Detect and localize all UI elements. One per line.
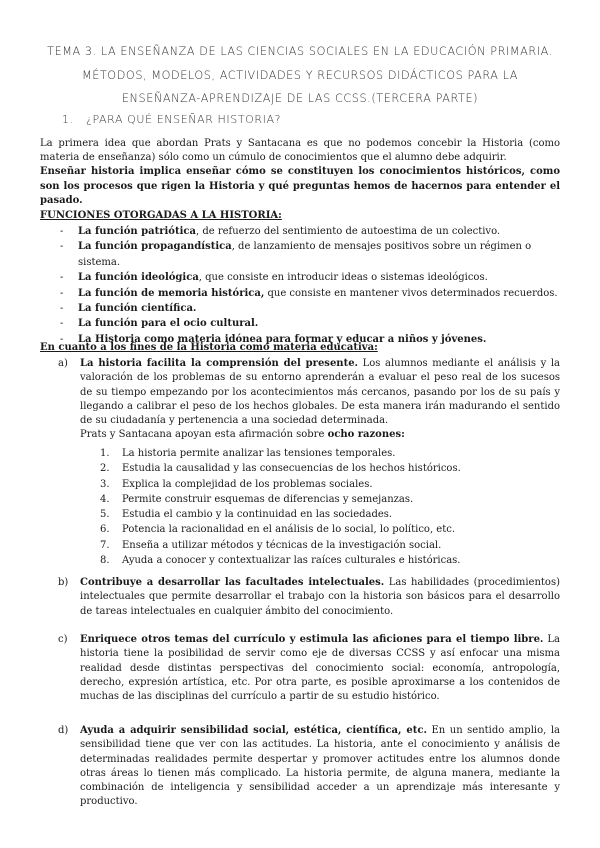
list-item: [60, 270, 560, 285]
fines-item-a: [58, 357, 560, 443]
item-bold: La función patriótica: [78, 226, 196, 237]
item-text: La historia tiene la posibilidad de servir como eje de diversas CCSS y así enfocar una misma realidad desde distintas perspectivas del conocimiento social: economía, antropología, derecho, expresión artística, etc. Por otra parte, es posible aproximarse a los contenidos de muchas de las disciplinas del currículo a partir de su estudio histórico.: [80, 634, 560, 703]
reasons-intro-bold: ocho razones:: [327, 429, 405, 441]
item-text: Las habilidades (procedimientos) intelectuales que permite desarrollar el trabajo con la historia son básicos para el desarrollo de tareas intelectuales en cualquier ámbito del conocimiento.: [80, 577, 560, 617]
title-line-3: ENSEÑANZA-APRENDIZAJE DE LAS CCSS.(TERCERA PARTE): [121, 92, 479, 105]
item-text: , que consiste en introducir ideas o sistemas ideológicos.: [198, 272, 488, 284]
item-bold: La función ideológica: [78, 272, 199, 284]
item-text: Los alumnos mediante el análisis y la valoración de los problemas de su entorno aprenderán a evaluar el peso real de los sucesos de su tiempo empezando por los acontecimientos más cercanos, pasando por los de su país y llegando a calibrar el peso de los hechos globales. De esta manera irán madurando el sentido de su ciudadanía y pertenencia a una sociedad determinada.: [80, 358, 560, 427]
intro-paragraph: La primera idea que abordan Prats y Santacana es que no podemos concebir la Historia (como materia de enseñanza) sólo como un cúmulo de conocimientos que el alumno debe adquirir.: [40, 138, 560, 164]
item-number: 4.: [100, 493, 110, 505]
list-item: [100, 477, 461, 492]
item-text: que consiste en mantener vivos determinados recuerdos.: [264, 287, 558, 299]
fines-heading: En cuanto a los fines de la Historia como materia educativa:: [40, 342, 378, 353]
item-number: 7.: [100, 539, 110, 551]
item-bold: La función para el ocio cultural.: [78, 318, 259, 330]
fines-item-b: [58, 576, 560, 619]
item-letter: b): [58, 577, 69, 588]
list-item: [60, 239, 560, 270]
item-text: , de refuerzo del sentimiento de autoestima de un colectivo.: [195, 226, 501, 237]
item-bold: La función propagandística: [78, 241, 232, 253]
fines-item-d: [58, 724, 560, 810]
item-number: 3.: [100, 478, 110, 490]
fines-item-c: [58, 633, 560, 704]
list-item: [100, 553, 461, 568]
item-bold: La función científica.: [78, 303, 197, 315]
list-item: [60, 286, 560, 301]
item-bold: La Historia como materia idónea para formar y educar a niños y jóvenes.: [78, 333, 487, 345]
document-title: [40, 40, 560, 111]
item-text: Explica la complejidad de los problemas sociales.: [122, 478, 373, 490]
funciones-list: [60, 224, 560, 347]
section-heading: [62, 113, 281, 126]
reasons-list: [100, 446, 461, 568]
item-text: Estudia el cambio y la continuidad en las sociedades.: [122, 509, 393, 521]
item-number: 6.: [100, 524, 110, 536]
item-text: En un sentido amplio, la sensibilidad tiene que ver con las actitudes. La historia, ante el conocimiento y análisis de determinadas realidades permite despertar y promover actitudes entre los alumnos donde otras áreas lo tienen más complicado. La historia permite, de alguna manera, mediante la combinación de inteligencia y sensibilidad acceder a un aprendizaje más interesante y productivo.: [80, 725, 560, 808]
intro-block: [40, 137, 560, 208]
list-item: [100, 446, 461, 461]
funciones-heading: FUNCIONES OTORGADAS A LA HISTORIA:: [40, 210, 282, 221]
list-item: [60, 316, 560, 331]
item-text: Estudia la causalidad y las consecuencias de los hechos históricos.: [122, 463, 461, 475]
item-bold: Ayuda a adquirir sensibilidad social, estética, científica, etc.: [80, 725, 427, 736]
item-text: Enseña a utilizar métodos y técnicas de la investigación social.: [122, 539, 442, 551]
list-item: [60, 301, 560, 316]
item-text: Potencia la racionalidad en el análisis de lo social, lo político, etc.: [122, 524, 456, 536]
reasons-intro: Prats y Santacana apoyan esta afirmación sobre: [80, 429, 328, 441]
section-number: 1.: [62, 113, 74, 126]
item-number: 2.: [100, 463, 110, 475]
list-item: [100, 461, 461, 476]
title-line-2: MÉTODOS, MODELOS, ACTIVIDADES Y RECURSOS DIDÁCTICOS PARA LA: [81, 68, 519, 82]
title-line-1: TEMA 3. LA ENSEÑANZA DE LAS CIENCIAS SOCIALES EN LA EDUCACIÓN PRIMARIA.: [47, 45, 553, 58]
item-letter: c): [58, 634, 68, 645]
item-number: 5.: [100, 509, 110, 521]
item-number: 1.: [100, 448, 110, 459]
item-text: Permite construir esquemas de diferencias y semejanzas.: [122, 493, 414, 505]
item-bold: La función de memoria histórica,: [78, 287, 265, 299]
item-bold: La historia facilita la comprensión del presente.: [80, 358, 359, 369]
list-item: [60, 224, 560, 239]
item-bold: Enriquece otros temas del currículo y estimula las aficiones para el tiempo libre.: [80, 634, 544, 645]
item-letter: a): [58, 358, 68, 369]
item-text: , de lanzamiento de mensajes positivos sobre un régimen o sistema.: [78, 241, 532, 268]
item-text: Ayuda a conocer y contextualizar las raíces culturales e históricas.: [122, 555, 461, 567]
item-letter: d): [58, 725, 69, 736]
list-item: [100, 522, 461, 537]
item-text: La historia permite analizar las tensiones temporales.: [122, 448, 396, 459]
intro-bold-statement: Enseñar historia implica enseñar cómo se constituyen los conocimientos históricos, como son los procesos que rigen la Historia y qué preguntas hemos de hacernos para entender el pasado.: [40, 166, 560, 206]
section-title: ¿PARA QUÉ ENSEÑAR HISTORIA?: [86, 113, 282, 126]
list-item: [100, 538, 461, 553]
item-bold: Contribuye a desarrollar las facultades intelectuales.: [80, 577, 385, 588]
list-item: [100, 492, 461, 507]
item-number: 8.: [100, 555, 110, 567]
list-item: [100, 507, 461, 522]
